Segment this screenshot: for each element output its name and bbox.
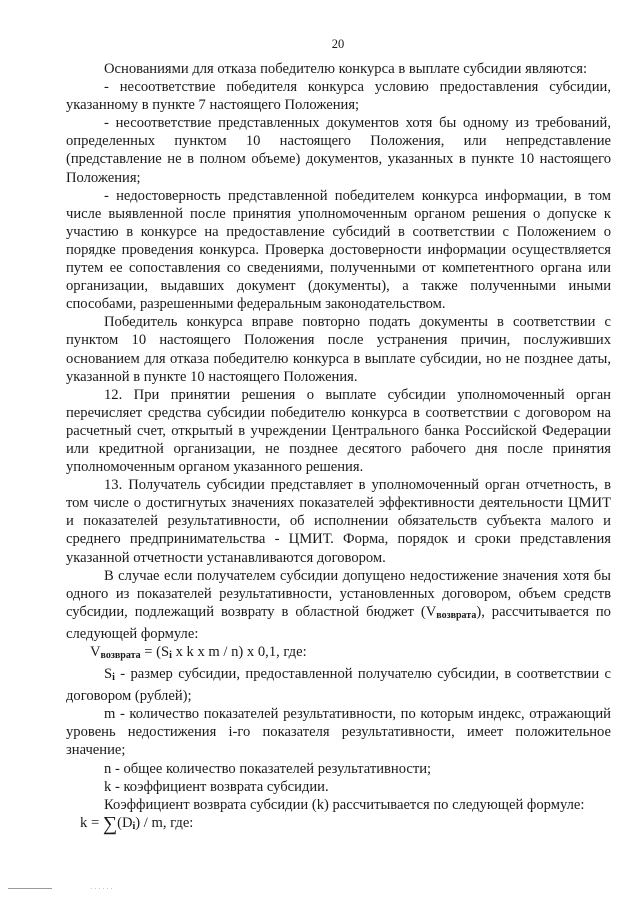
definition-m: m - количество показателей результативности, по которым индекс, отражающий уровень недостижения i-го показателя результативности, имеет положительное значение; [66,706,611,759]
page-number: 20 [331,37,345,51]
formula-refund-rhs-tail: x k x m / n) x 0,1, где: [171,644,307,660]
formula-coefficient-subscript: i [132,820,136,832]
definition-si-symbol: S [104,666,113,683]
paragraph-k-intro: Коэффициент возврата субсидии (k) рассчитывается по следующей формуле: [104,796,585,813]
paragraph-resubmission: Победитель конкурса вправе повторно подать документы в соответствии с пунктом 10 настоящего Положения после устранения причин, послуживших основанием для отказа победителю конкурса в выплате субсидии, но не позднее даты, указанной в пункте 10 настоящего Положения. [66,314,611,385]
formula-refund [66,643,611,665]
refund-tail: ), рассчитывается по следующей формуле: [66,603,611,642]
refund-text: В случае если получателем субсидии допущено недостижение значения хотя бы одного из показателей результативности, установленных договором, объем средств субсидии, подлежащий возврату в областной бюджет (V [66,567,611,620]
definition-n: n - общее количество показателей результативности; [104,760,432,777]
formula-coefficient-arg-open: (D [117,814,133,831]
paragraph-clause-13: 13. Получатель субсидии представляет в уполномоченный орган отчетность, в том числе о достигнутых значениях показателей эффективности деятельности ЦМИТ и показателей результативности, об исполнении обязательств субъекта малого и среднего предпринимательства - ЦМИТ. Форма, порядок и сроки представления указанной отчетности устанавливаются договором. [66,477,611,566]
paragraph-grounds-intro: Основаниями для отказа победителю конкурса в выплате субсидии являются: [104,61,588,77]
document-body [66,60,611,836]
formula-refund-lhs: V [90,644,101,660]
paragraph-clause-12: 12. При принятии решения о выплате субсидии уполномоченный орган перечисляет средства субсидии победителю конкурса в соответствии с договором на расчетный счет, открытый в учреждении Центрального банка Российской Федерации или кредитной организации, не позднее десятого рабочего дня после принятия уполномоченным органом указанного решения. [66,386,611,476]
paragraph-ground-3: - недостоверность представленной победителем конкурса информации, в том числе выявленной после принятия уполномоченным органом решения о допуске к участию в конкурсе на предоставление субсидий в соответствии с Положением о порядке проведения конкурса. Проверка достоверности информации осуществляется путем ее сопоставления со сведениями, полученными от компетентного органа или организации, выдавших документ (документы), а также полученными иными способами, разрешенными федеральным законодательством. [66,187,611,313]
definition-si-text: - размер субсидии, предоставленной получателю субсидии, в соответствии с договором (рублей); [66,666,611,705]
formula-coefficient-lhs: k = [80,814,103,831]
definition-si-subscript: i [112,672,115,684]
formula-coefficient-arg-close: ) / m, где: [135,814,194,831]
definition-si [66,665,611,705]
formula-refund-lhs-subscript: возврата [100,650,141,661]
footer-scan-mark [8,888,52,889]
refund-subscript: возврата [436,609,477,621]
paragraph-ground-1: - несоответствие победителя конкурса условию предоставления субсидии, указанному в пункте 7 настоящего Положения; [66,79,611,114]
formula-coefficient [66,814,611,836]
paragraph-refund-condition [66,567,611,643]
paragraph-ground-2: - несоответствие представленных документов хотя бы одному из требований, определенных пунктом 10 настоящего Положения, или непредставление (представление не в полном объеме) документов, указанных в пункте 10 настоящего Положения; [66,115,611,186]
formula-refund-rhs: = (S [140,644,170,660]
definition-k: k - коэффициент возврата субсидии. [104,778,329,795]
footer-scan-dots: · · · · · · [90,885,113,893]
summation-sign: ∑ [102,812,118,835]
formula-refund-rhs-subscript: i [169,650,172,661]
